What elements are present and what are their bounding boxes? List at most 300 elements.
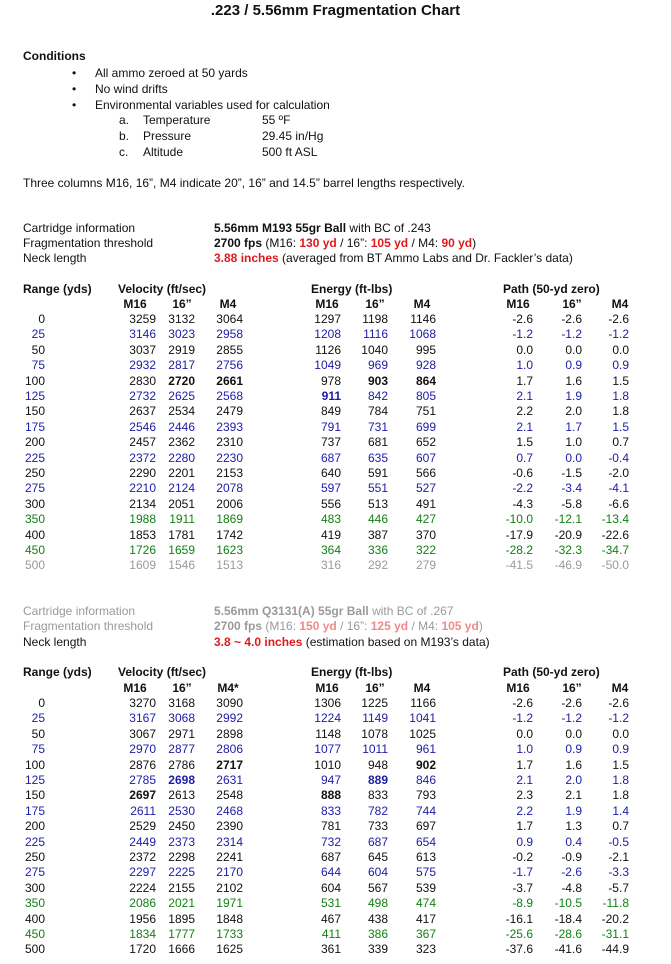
neck-info xyxy=(214,251,573,265)
cell-range: 250 xyxy=(24,850,45,864)
cell-energy-m4: 323 xyxy=(415,942,436,957)
cell-energy-16in: 903 xyxy=(367,373,388,388)
cell-path-16in: 1.3 xyxy=(565,819,582,834)
cell-path-16in: 1.0 xyxy=(565,435,582,450)
cell-energy-m4: 1068 xyxy=(409,327,436,342)
cell-energy-m16: 687 xyxy=(320,850,341,864)
cell-energy-m16: 640 xyxy=(320,466,341,480)
cell-path-m16: -2.2 xyxy=(512,481,533,496)
table-row xyxy=(0,343,671,358)
cell-energy-16in: 604 xyxy=(367,865,388,880)
cell-path-m16: -25.6 xyxy=(505,927,533,941)
cartridge-label: Cartridge information xyxy=(23,604,136,618)
cell-path-m4: -3.3 xyxy=(608,865,629,880)
header-16in: 16” xyxy=(562,297,582,311)
cell-energy-m4: 417 xyxy=(415,911,436,926)
cell-path-16in: 0.9 xyxy=(565,742,582,757)
frag-m4: 105 yd xyxy=(441,619,479,633)
table-row xyxy=(0,404,671,419)
cell-energy-16in: 498 xyxy=(367,896,388,911)
condition-bullet-3: Environmental variables used for calculation xyxy=(95,98,330,112)
cell-path-16in: -2.6 xyxy=(561,865,582,880)
cell-velocity-16in: 2698 xyxy=(168,773,195,787)
cell-velocity-16in: 2155 xyxy=(168,880,195,895)
header-m4: M4 xyxy=(413,681,431,695)
header-16in: 16” xyxy=(172,297,192,311)
cell-velocity-m4: 1848 xyxy=(216,911,243,926)
cell-velocity-m4: 1513 xyxy=(216,558,243,573)
cell-energy-16in: 1149 xyxy=(362,711,388,726)
cell-energy-m4: 699 xyxy=(415,419,436,434)
cell-path-m4: 1.8 xyxy=(612,404,629,419)
header-m16: M16 xyxy=(315,681,339,695)
cell-energy-m16: 556 xyxy=(320,496,341,511)
cell-velocity-m4: 2390 xyxy=(216,819,243,834)
cell-velocity-m4: 2806 xyxy=(216,742,243,757)
frag-text: (M16: xyxy=(262,236,300,250)
cell-velocity-m4: 2078 xyxy=(216,481,243,496)
cell-velocity-16in: 2051 xyxy=(168,496,195,511)
cell-path-m4: 0.0 xyxy=(612,342,629,357)
cell-velocity-16in: 1546 xyxy=(168,558,195,573)
cell-energy-16in: 551 xyxy=(367,481,388,496)
cell-velocity-16in: 2225 xyxy=(168,865,195,880)
table-row xyxy=(0,773,671,788)
cell-velocity-16in: 1895 xyxy=(168,911,195,926)
cell-path-16in: 1.6 xyxy=(565,757,582,772)
cell-velocity-m4: 2479 xyxy=(216,404,243,419)
cell-energy-m4: 1146 xyxy=(410,312,436,326)
cell-energy-m16: 411 xyxy=(321,927,341,941)
cell-path-16in: -18.4 xyxy=(554,911,582,926)
cell-velocity-m4: 2006 xyxy=(216,496,243,511)
table-row xyxy=(0,804,671,819)
cell-path-m4: 0.0 xyxy=(612,726,629,741)
cell-energy-m16: 687 xyxy=(320,450,341,465)
table-row xyxy=(0,512,671,527)
frag-text: / 16”: xyxy=(336,619,371,633)
cell-velocity-16in: 2971 xyxy=(168,726,195,741)
frag-text: ) xyxy=(472,236,477,250)
cartridge-bc: with BC of .267 xyxy=(368,604,454,618)
cell-range: 300 xyxy=(24,880,45,895)
cell-velocity-16in: 2720 xyxy=(168,373,195,388)
cell-path-m16: -16.1 xyxy=(505,911,533,926)
cell-velocity-m16: 2697 xyxy=(129,788,156,803)
cell-velocity-m16: 2224 xyxy=(129,880,156,895)
cell-path-m16: 2.1 xyxy=(516,389,533,403)
table-row xyxy=(0,711,671,726)
cell-velocity-16in: 2373 xyxy=(168,834,195,849)
cell-energy-16in: 1198 xyxy=(362,312,388,326)
cell-path-16in: 2.0 xyxy=(565,404,582,419)
frag-info xyxy=(214,236,476,250)
cell-energy-m4: 1166 xyxy=(410,696,436,710)
cell-energy-16in: 1116 xyxy=(363,327,388,342)
cell-energy-m4: 474 xyxy=(415,896,436,911)
cell-path-m4: -44.9 xyxy=(601,942,629,957)
cell-energy-m16: 644 xyxy=(320,865,341,880)
cell-velocity-m16: 2876 xyxy=(129,757,156,772)
cell-path-m16: 1.0 xyxy=(516,742,533,757)
cell-velocity-16in: 2201 xyxy=(168,466,195,480)
cell-energy-m16: 419 xyxy=(320,527,341,542)
cell-energy-m16: 1224 xyxy=(314,711,341,726)
cell-energy-m4: 613 xyxy=(415,850,436,864)
header-m4: M4 xyxy=(219,297,237,311)
cell-energy-m16: 604 xyxy=(320,880,341,895)
frag-fps: 2700 fps xyxy=(214,236,263,250)
neck-note: (estimation based on M193’s data) xyxy=(302,635,490,649)
table-row xyxy=(0,481,671,496)
cell-path-16in: 0.0 xyxy=(565,726,582,741)
frag-16: 105 yd xyxy=(370,236,409,250)
cell-velocity-m16: 2372 xyxy=(129,450,156,465)
cell-energy-m4: 367 xyxy=(415,927,436,941)
cell-energy-m4: 654 xyxy=(415,834,436,849)
frag-fps: 2700 fps xyxy=(214,619,263,633)
cell-energy-m16: 467 xyxy=(320,911,341,926)
table-row xyxy=(0,742,671,757)
neck-note: (averaged from BT Ammo Labs and Dr. Fackler’s data) xyxy=(278,251,573,265)
cell-range: 400 xyxy=(24,911,45,926)
cell-energy-m16: 888 xyxy=(320,788,341,803)
cell-energy-m16: 732 xyxy=(320,834,341,849)
cell-velocity-m4: 1625 xyxy=(216,942,243,957)
bullet-icon: • xyxy=(72,98,77,112)
cell-velocity-m16: 2637 xyxy=(129,404,156,419)
cell-range: 225 xyxy=(24,450,45,465)
cell-velocity-m16: 2932 xyxy=(129,358,156,373)
cell-velocity-16in: 3023 xyxy=(168,327,195,342)
cell-path-m16: -0.6 xyxy=(512,466,533,480)
cell-path-m4: -2.6 xyxy=(608,696,629,710)
cell-path-16in: -1.2 xyxy=(561,327,582,342)
cell-path-16in: -0.9 xyxy=(561,850,582,864)
cell-range: 275 xyxy=(24,865,45,880)
cell-velocity-m16: 1609 xyxy=(129,558,156,573)
cell-velocity-16in: 1777 xyxy=(168,927,195,941)
env-key: b. xyxy=(119,129,130,143)
cell-velocity-m4: 2855 xyxy=(216,342,243,357)
cell-path-16in: -20.9 xyxy=(554,527,582,542)
cell-velocity-m4: 1733 xyxy=(216,927,243,941)
cell-path-m4: -2.1 xyxy=(608,850,629,864)
cell-path-16in: -1.2 xyxy=(561,711,582,726)
cell-velocity-16in: 2817 xyxy=(168,358,195,373)
cell-energy-m4: 607 xyxy=(415,450,436,465)
cell-velocity-m4: 2992 xyxy=(216,711,243,726)
header-16in: 16” xyxy=(365,297,385,311)
cell-velocity-m4: 2241 xyxy=(216,850,243,864)
cell-velocity-m4: 2310 xyxy=(216,435,243,450)
frag-m16: 150 yd xyxy=(299,619,337,633)
cell-velocity-16in: 3168 xyxy=(168,696,195,710)
cell-energy-16in: 645 xyxy=(367,850,388,864)
table-row xyxy=(0,327,671,342)
cell-velocity-m4: 3064 xyxy=(216,312,243,326)
table-row xyxy=(0,374,671,389)
cell-velocity-m16: 2210 xyxy=(129,481,156,496)
cell-velocity-m16: 1726 xyxy=(129,543,156,557)
condition-bullet-2: No wind drifts xyxy=(95,82,168,96)
cell-energy-16in: 948 xyxy=(367,757,388,772)
cell-energy-m4: 279 xyxy=(415,558,436,573)
header-range: Range (yds) xyxy=(23,665,92,679)
cell-path-m16: -1.7 xyxy=(512,865,533,880)
cell-energy-m4: 539 xyxy=(415,880,436,895)
cell-velocity-m16: 3259 xyxy=(129,312,156,326)
cell-path-m16: 1.7 xyxy=(516,757,533,772)
header-m16: M16 xyxy=(123,297,147,311)
cell-path-m16: 1.7 xyxy=(516,819,533,834)
cell-range: 0 xyxy=(38,312,45,326)
cell-velocity-m4: 1971 xyxy=(216,896,243,911)
cell-path-16in: 1.7 xyxy=(565,419,582,434)
cell-energy-16in: 782 xyxy=(367,803,388,818)
cell-path-m16: 0.7 xyxy=(516,450,533,465)
cartridge-info xyxy=(214,221,431,235)
cell-path-m4: -11.8 xyxy=(602,896,629,911)
table-row xyxy=(0,881,671,896)
cell-energy-m4: 961 xyxy=(415,742,436,757)
cell-path-m16: 0.0 xyxy=(516,342,533,357)
cell-path-m4: -0.4 xyxy=(608,450,629,465)
cartridge-label: Cartridge information xyxy=(23,221,136,235)
cell-path-m16: -1.2 xyxy=(512,327,533,342)
table-row xyxy=(0,819,671,834)
cell-velocity-m16: 2732 xyxy=(129,389,156,403)
table-row xyxy=(0,912,671,927)
cell-energy-16in: 1040 xyxy=(361,342,388,357)
cell-path-m4: -20.2 xyxy=(601,911,629,926)
table-row xyxy=(0,466,671,481)
cell-path-16in: -41.6 xyxy=(554,942,582,957)
cell-velocity-m16: 1956 xyxy=(129,911,156,926)
cell-energy-16in: 336 xyxy=(367,543,388,557)
cell-velocity-16in: 2877 xyxy=(168,742,195,757)
cell-range: 450 xyxy=(24,543,45,557)
cell-velocity-m16: 3037 xyxy=(129,342,156,357)
cell-range: 225 xyxy=(24,834,45,849)
cell-range: 275 xyxy=(24,481,45,496)
cell-energy-16in: 1078 xyxy=(361,726,388,741)
cell-path-m4: -0.5 xyxy=(608,834,629,849)
cell-energy-16in: 731 xyxy=(367,419,388,434)
cell-path-m16: -10.0 xyxy=(505,512,533,527)
cartridge-name: 5.56mm M193 55gr Ball xyxy=(214,221,347,235)
table-row xyxy=(0,727,671,742)
cell-range: 500 xyxy=(24,558,45,573)
cell-energy-m4: 846 xyxy=(415,773,436,787)
cell-velocity-m16: 2297 xyxy=(129,865,156,880)
cell-energy-m16: 1049 xyxy=(314,358,341,373)
cell-velocity-16in: 1781 xyxy=(168,527,195,542)
cell-path-16in: -10.5 xyxy=(554,896,582,911)
cartridge-bc: with BC of .243 xyxy=(346,221,431,235)
table-row xyxy=(0,942,671,957)
cell-velocity-16in: 1659 xyxy=(168,543,195,557)
cell-energy-16in: 1225 xyxy=(361,696,388,710)
cell-path-m16: 2.2 xyxy=(516,404,533,419)
cell-energy-m16: 978 xyxy=(320,373,341,388)
cell-range: 150 xyxy=(24,404,45,419)
cell-path-m16: -28.2 xyxy=(505,543,533,557)
env-name: Pressure xyxy=(143,129,192,143)
env-value: 500 ft ASL xyxy=(262,145,318,159)
cell-energy-m4: 652 xyxy=(415,435,436,450)
neck-label: Neck length xyxy=(23,635,87,649)
bullet-icon: • xyxy=(72,66,77,80)
header-energy: Energy (ft-lbs) xyxy=(311,665,393,679)
frag-text: ) xyxy=(478,619,483,633)
cell-path-16in: 1.6 xyxy=(565,373,582,388)
cell-velocity-m4: 2170 xyxy=(216,865,243,880)
cell-path-m16: -4.3 xyxy=(512,496,533,511)
cell-path-m16: 1.7 xyxy=(516,373,533,388)
cell-velocity-16in: 2625 xyxy=(168,389,195,403)
cell-path-16in: -2.6 xyxy=(561,312,582,326)
cell-range: 400 xyxy=(24,527,45,542)
cell-velocity-m16: 2457 xyxy=(129,435,156,450)
cell-path-m4: 1.4 xyxy=(612,803,629,818)
cell-energy-16in: 567 xyxy=(367,880,388,895)
cell-energy-m4: 902 xyxy=(415,757,436,772)
cell-velocity-m16: 2449 xyxy=(129,834,156,849)
cell-velocity-16in: 2021 xyxy=(168,896,195,911)
table-row xyxy=(0,850,671,865)
cell-path-m4: 1.5 xyxy=(612,757,629,772)
cell-path-m4: -5.7 xyxy=(608,880,629,895)
cell-range: 0 xyxy=(38,696,45,710)
cell-range: 175 xyxy=(24,419,45,434)
table-row xyxy=(0,389,671,404)
cell-velocity-m4: 2661 xyxy=(216,373,243,388)
table-row xyxy=(0,927,671,942)
cell-velocity-m16: 2785 xyxy=(129,773,156,787)
cell-energy-m4: 1041 xyxy=(409,711,436,726)
cell-path-m4: 1.5 xyxy=(612,419,629,434)
cell-energy-16in: 1011 xyxy=(362,742,388,757)
table-row xyxy=(0,696,671,711)
cell-energy-16in: 292 xyxy=(367,558,388,573)
cell-energy-16in: 635 xyxy=(367,450,388,465)
cell-path-16in: 1.9 xyxy=(565,389,582,403)
cell-energy-16in: 969 xyxy=(367,358,388,373)
conditions-heading: Conditions xyxy=(23,49,86,63)
cell-velocity-m4: 2548 xyxy=(216,788,243,803)
cell-velocity-m4: 2314 xyxy=(216,834,243,849)
cell-energy-m4: 793 xyxy=(415,788,436,803)
env-value: 29.45 in/Hg xyxy=(262,129,324,143)
cell-velocity-m4: 3090 xyxy=(216,696,243,710)
cell-velocity-16in: 2362 xyxy=(168,435,195,450)
cell-path-16in: -46.9 xyxy=(554,558,582,573)
cell-path-m4: -50.0 xyxy=(601,558,629,573)
cell-energy-m4: 1025 xyxy=(409,726,436,741)
cell-velocity-16in: 2450 xyxy=(168,819,195,834)
cell-velocity-m4: 2756 xyxy=(216,358,243,373)
cell-path-m16: 2.3 xyxy=(516,788,533,803)
cell-velocity-m16: 1988 xyxy=(129,512,156,527)
cell-velocity-m16: 2134 xyxy=(129,496,156,511)
cell-velocity-m4: 1623 xyxy=(216,543,243,557)
cell-path-m4: 1.8 xyxy=(612,389,629,403)
cell-path-16in: 2.1 xyxy=(565,788,582,803)
cell-energy-m16: 1306 xyxy=(314,696,341,710)
table-row xyxy=(0,420,671,435)
cell-energy-m16: 316 xyxy=(320,558,341,573)
cell-velocity-m4: 2898 xyxy=(216,726,243,741)
cell-energy-m4: 744 xyxy=(415,803,436,818)
header-range: Range (yds) xyxy=(23,282,92,296)
cell-energy-16in: 833 xyxy=(367,788,388,803)
cell-energy-16in: 339 xyxy=(367,942,388,957)
cell-energy-m16: 1126 xyxy=(315,342,341,357)
cell-energy-16in: 446 xyxy=(367,512,388,527)
cell-velocity-m4: 2568 xyxy=(216,389,243,403)
cell-energy-16in: 386 xyxy=(367,927,388,941)
cell-range: 50 xyxy=(31,342,45,357)
cell-velocity-16in: 1911 xyxy=(169,512,195,527)
cell-range: 25 xyxy=(31,327,45,342)
env-key: c. xyxy=(119,145,129,159)
cell-path-m16: -3.7 xyxy=(512,880,533,895)
cell-path-m4: 1.8 xyxy=(612,773,629,787)
bullet-icon: • xyxy=(72,82,77,96)
frag-text: / M4: xyxy=(408,236,442,250)
cell-path-m4: -13.4 xyxy=(601,512,629,527)
cell-energy-m4: 427 xyxy=(415,512,436,527)
cell-energy-m16: 1148 xyxy=(315,726,341,741)
cell-velocity-m16: 3167 xyxy=(129,711,156,726)
cell-energy-m16: 1077 xyxy=(314,742,341,757)
cell-energy-m16: 1010 xyxy=(314,757,341,772)
frag-text: / M4: xyxy=(408,619,442,633)
cell-energy-m16: 531 xyxy=(320,896,341,911)
cell-range: 350 xyxy=(24,896,45,911)
cell-velocity-16in: 2446 xyxy=(168,419,195,434)
cell-velocity-m16: 1720 xyxy=(129,942,156,957)
table-row xyxy=(0,543,671,558)
cell-energy-16in: 784 xyxy=(367,404,388,419)
neck-label: Neck length xyxy=(23,251,87,265)
cell-path-16in: -5.8 xyxy=(561,496,582,511)
header-energy: Energy (ft-lbs) xyxy=(311,282,393,296)
cell-velocity-m4: 1742 xyxy=(216,527,243,542)
header-16in: 16” xyxy=(172,681,192,695)
barrel-note: Three columns M16, 16”, M4 indicate 20”, 16” and 14.5” barrel lengths respectively. xyxy=(23,176,465,190)
cell-velocity-m16: 2611 xyxy=(130,803,156,818)
cell-velocity-m16: 2290 xyxy=(129,466,156,480)
cell-velocity-16in: 2613 xyxy=(168,788,195,803)
table-row xyxy=(0,451,671,466)
cell-velocity-16in: 2530 xyxy=(168,803,195,818)
cell-path-m16: -2.6 xyxy=(512,312,533,326)
cell-velocity-m16: 3270 xyxy=(129,696,156,710)
cell-path-m4: -2.6 xyxy=(608,312,629,326)
frag-info xyxy=(214,619,483,633)
frag-m4: 90 yd xyxy=(441,236,473,250)
cell-energy-m4: 805 xyxy=(415,389,436,403)
table-row xyxy=(0,358,671,373)
cell-path-m16: 2.1 xyxy=(516,773,533,787)
header-path: Path (50-yd zero) xyxy=(503,282,600,296)
header-m4: M4 xyxy=(611,297,629,311)
cell-energy-m4: 370 xyxy=(415,527,436,542)
cell-energy-m16: 833 xyxy=(320,803,341,818)
cartridge-info xyxy=(214,604,453,618)
